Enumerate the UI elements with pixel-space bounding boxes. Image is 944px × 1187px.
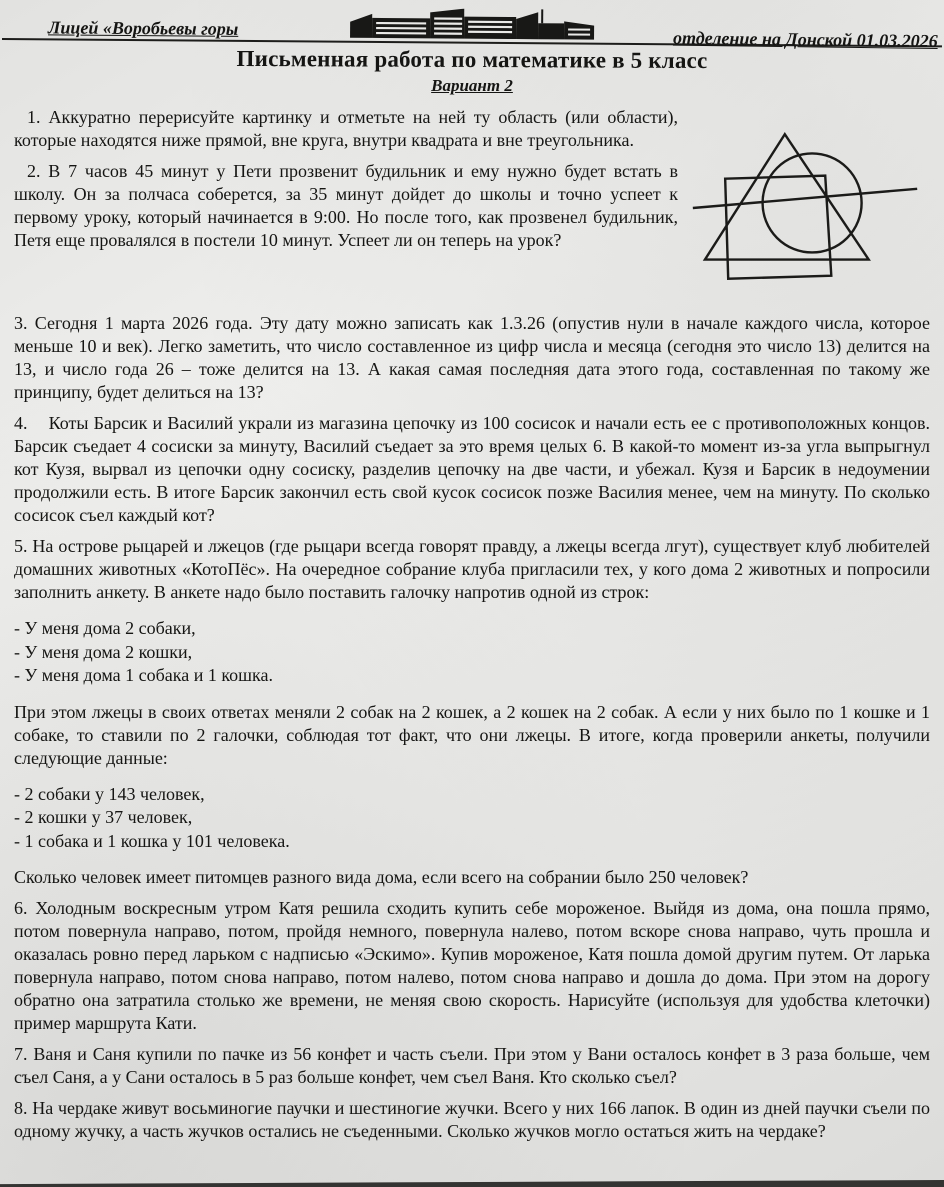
school-name-text: Лицей «Воробьевы горы <box>48 17 239 39</box>
problem-2-number: 2. <box>27 161 41 181</box>
problem-8-text: На чердаке живут восьминогие паучки и шестиногие жучки. Всего у них 166 лапок. В один из дней паучки съели по одному жучку, а часть жучков остались не съеденными. Сколько жучков могло остаться жить на чердаке? <box>14 1098 930 1141</box>
problem-3-number: 3. <box>14 313 28 333</box>
problem-6 <box>14 897 930 1035</box>
branch-date-text: отделение на Донской 01.03.2026 <box>673 27 939 52</box>
square-shape <box>725 176 831 279</box>
problem-2-text: В 7 часов 45 минут у Пети прозвенит будильник и ему нужно будет встать в школу. Он за полчаса соберется, за 35 минут дойдет до школы и точно успеет к первому уроку, который начинается в 9:00. Но после того, как прозвенел будильник, Петя еще провалялся в постели 10 минут. Успеет ли он теперь на урок? <box>14 161 678 250</box>
problem-5-middle-text: При этом лжецы в своих ответах меняли 2 собак на 2 кошек, а 2 кошек на 2 собак. А если у них было по 1 кошке и 1 собаке, то ставили по 2 галочки, соблюдая тот факт, что они лжецы. В итоге, когда проверили анкеты, получили следующие данные: <box>14 701 930 768</box>
problem-5-question: Сколько человек имеет питомцев разного вида дома, если всего на собрании было 250 человек? <box>14 867 749 887</box>
problem-4-text: Коты Барсик и Василий украли из магазина цепочку из 100 сосисок и начали есть ее с противоположных концов. Барсик съедает 4 сосиски за минуту, Василий съедает за это время целых 6. В какой-то момент из-за угла выпрыгнул кот Кузя, вырвал из цепочки одну сосиску, разделив цепочку на две части, и убежал. Кузя и Барсик в недоумении продолжили есть. В итоге Барсик закончил есть свой кусок сосисок позже Василия менее, чем на минуту. По сколько сосисок съел каждый кот? <box>14 413 930 525</box>
problem-7-number: 7. <box>14 1044 28 1064</box>
page-header <box>2 4 942 52</box>
problem-2 <box>14 160 678 252</box>
option-item-1: - У меня дома 2 собаки, <box>14 618 196 638</box>
problem-4 <box>14 412 930 527</box>
problems-area <box>0 96 944 1143</box>
problem-7 <box>14 1043 930 1089</box>
variant-label: Вариант 2 <box>431 76 513 95</box>
problem-6-number: 6. <box>14 898 28 918</box>
problems-1-2-column <box>14 98 678 304</box>
problem-8-number: 8. <box>14 1098 28 1118</box>
problem-5-intro <box>14 535 930 604</box>
problems-1-2-row <box>14 98 930 304</box>
result-item-2: - 2 кошки у 37 человек, <box>14 807 193 827</box>
school-building-logo <box>342 8 612 46</box>
option-item-2: - У меня дома 2 кошки, <box>14 641 193 662</box>
problem-4-number: 4. <box>14 413 28 433</box>
problem-6-text: Холодным воскресным утром Катя решила сходить купить себе мороженое. Выйдя из дома, она пошла прямо, потом повернула направо, потом, пройдя немного, повернула налево, потом вскоре снова направо, чуть прошла и оказалась ровно перед ларьком с надписью «Эскимо». Купив мороженое, Катя пошла домой другим путем. От ларька повернула направо, потом снова направо, потом налево, потом снова направо и дошла до дома. При этом на дорогу обратно она затратила столько же времени, не меняя свою скорость. Нарисуйте (используя для удобства клеточки) пример маршрута Кати. <box>14 898 930 1033</box>
problem-5-results-list <box>14 783 930 854</box>
problem-3 <box>14 312 930 404</box>
problem-1-number: 1. <box>27 107 41 127</box>
circle-shape <box>763 153 862 252</box>
problem-3-text: Сегодня 1 марта 2026 года. Эту дату можно записать как 1.3.26 (опустив нули в начале каждого числа, которое меньше 10 и век). Легко заметить, что число составленное из цифр числа и месяца (сегодня это число 13) делится на 13, и число года 26 – тоже делится на 13. А какая самая последняя дата этого года, составленная по такому же принципу, будет делиться на 13? <box>14 313 930 402</box>
problem-7-text: Ваня и Саня купили по пачке из 56 конфет и часть съели. При этом у Вани осталось конфет в 3 раза больше, чем съел Саня, а у Сани осталось в 5 раз больше конфет, чем съел Ваня. Кто сколько съел? <box>14 1044 931 1087</box>
scan-bottom-edge <box>0 1180 944 1187</box>
problem-1-text: Аккуратно перерисуйте картинку и отметьте на ней ту область (или области), которые находятся ниже прямой, вне круга, внутри квадрата и вне треугольника. <box>14 107 679 150</box>
problem-8 <box>14 1097 930 1143</box>
problem-5-options-list <box>14 617 930 688</box>
problem-5-intro-text: На острове рыцарей и лжецов (где рыцари всегда говорят правду, а лжецы всегда лгут), существует клуб любителей домашних животных «КотоПёс». На очередное собрание клуба пригласили тех, у кого дома 2 животных и попросили заполнить анкету. В анкете надо было поставить галочку напротив одной из строк: <box>14 536 930 602</box>
problem-1-figure <box>678 98 930 304</box>
option-item-3: - У меня дома 1 собака и 1 кошка. <box>14 665 273 685</box>
page-title: Письменная работа по математике в 5 класс <box>236 45 708 74</box>
problem-1 <box>14 106 678 152</box>
result-item-1: - 2 собаки у 143 человек, <box>14 783 205 804</box>
result-item-3: - 1 собака и 1 кошка у 101 человека. <box>14 830 290 851</box>
problem-5-number: 5. <box>14 536 28 556</box>
